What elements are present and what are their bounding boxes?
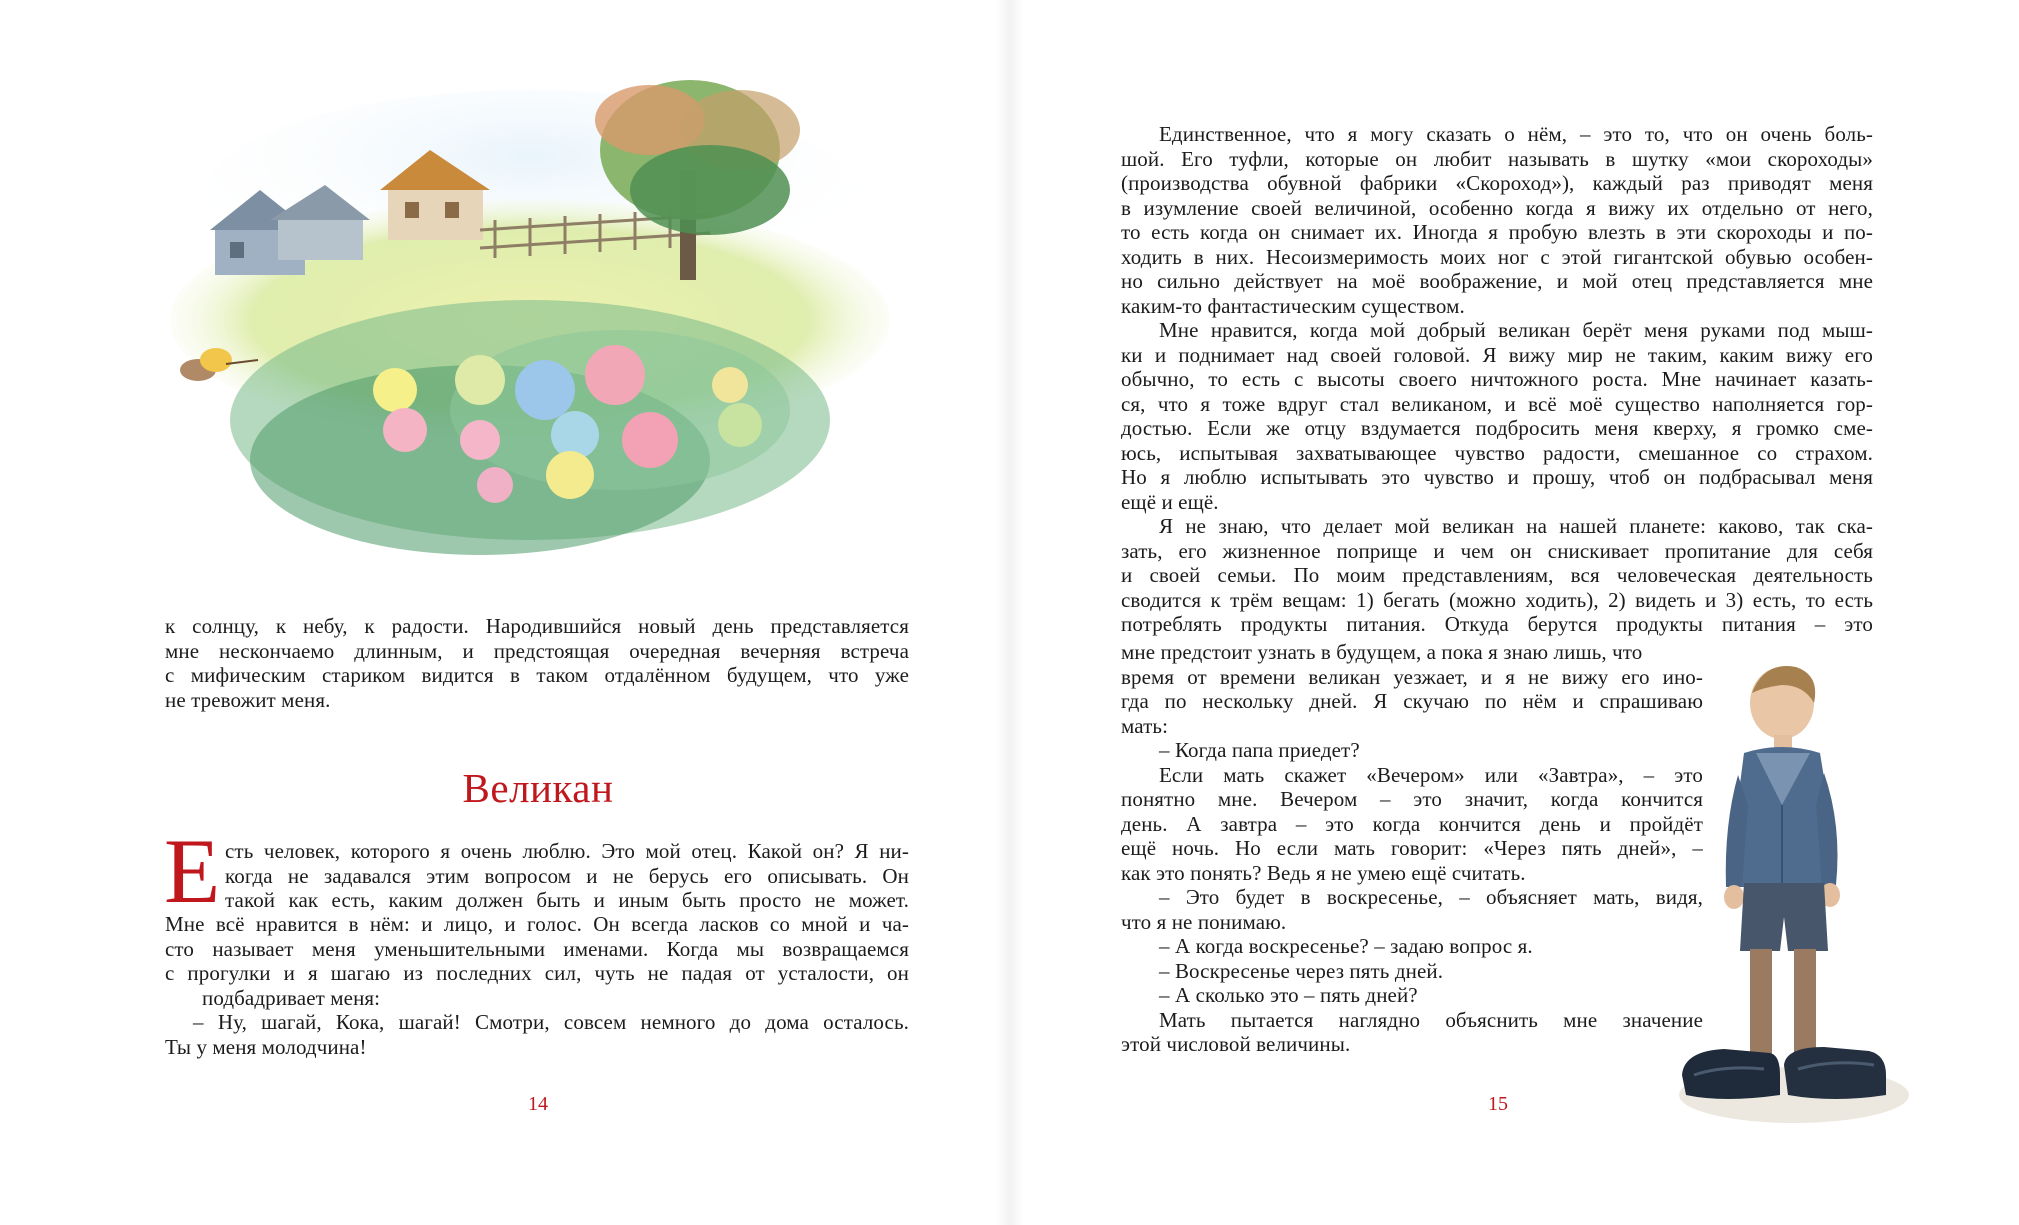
text-line: – Ну, шагай, Кока, шагай! Смотри, совсем немного до дома осталось. — [193, 1010, 909, 1034]
text-line: каким-то фантастическим существом. — [1121, 293, 1465, 318]
garden-illustration-icon — [150, 80, 910, 580]
text-line: понятно мне. Вечером – это значит, когда кончится — [1121, 787, 1703, 811]
text-line: достью. Если же отцу вздумается подбросить меня кверху, я громко сме- — [1121, 416, 1873, 440]
text-line: к солнцу, к небу, к радости. Народившийся новый день представляется — [165, 614, 909, 638]
text-line: Мне нравится, когда мой добрый великан берёт меня руками под мыш- — [1159, 318, 1873, 342]
text-line: (производства обувной фабрики «Скороход»), каждый раз приводят меня — [1121, 171, 1873, 195]
dialogue-text-block — [1121, 640, 1703, 1057]
text-line: – А сколько это – пять дней? — [1159, 983, 1418, 1007]
text-line: время от времени великан уезжает, и я не вижу его ино- — [1121, 664, 1703, 689]
text-line: ещё ночь. Но если мать говорит: «Через пять дней», – — [1121, 836, 1703, 860]
page-number: 15 — [1488, 1093, 1508, 1115]
text-line: гда по нескольку дней. Я скучаю по нём и спрашиваю — [1121, 689, 1703, 713]
text-line: потреблять продукты питания. Откуда берутся продукты питания – это — [1121, 612, 1873, 636]
text-line: Если мать скажет «Вечером» или «Завтра», – это — [1159, 762, 1703, 787]
left-page — [0, 0, 1009, 1225]
text-line: сто называет меня уменьшительными именами. Когда мы возвращаемся — [165, 936, 909, 961]
text-line: этой числовой величины. — [1121, 1032, 1351, 1056]
main-text-block — [1121, 122, 1873, 637]
text-line: то есть когда он снимает их. Иногда я пробую влезть в эти скороходы и по- — [1121, 220, 1873, 244]
text-line: день. А завтра – это когда кончится день и пройдёт — [1121, 811, 1703, 836]
boy-illustration — [1664, 655, 1909, 1155]
text-line: – Когда папа приедет? — [1159, 738, 1360, 762]
text-line: – А когда воскресенье? – задаю вопрос я. — [1159, 934, 1533, 958]
text-line: сводится к трём вещам: 1) бегать (можно ходить), 2) видеть и 3) есть, то есть — [1121, 587, 1873, 612]
text-line: с мифическим стариком видится в таком отдалённом будущем, что уже — [165, 663, 909, 687]
body-paragraph — [165, 912, 909, 1059]
text-line: Я не знаю, что делает мой великан на нашей планете: каково, так ска- — [1159, 514, 1873, 538]
continuation-paragraph — [165, 614, 909, 712]
text-line: не тревожит меня. — [165, 687, 331, 712]
text-line: мать: — [1121, 713, 1169, 738]
text-line: ки и поднимает над своей головой. Я вижу мир не таким, каким вижу его — [1121, 342, 1873, 367]
text-line: Единственное, что я могу сказать о нём, – это то, что он очень боль- — [1159, 122, 1873, 146]
text-line: ся, что я тоже вдруг стал великаном, и всё моё существо наполняется гор- — [1121, 391, 1873, 416]
text-line: юсь, испытывая захватывающее чувство радости, смешанное со страхом. — [1121, 440, 1873, 465]
text-line: Мать пытается наглядно объяснить мне значение — [1159, 1007, 1703, 1032]
text-line: ходить в них. Несоизмеримость моих ног с этой гигантской обувью особен- — [1121, 244, 1873, 269]
text-line: с прогулки и я шагаю из последних сил, чуть не падая от усталости, он — [165, 961, 909, 985]
text-line: обычно, то есть с высоты своего ничтожного роста. Мне начинает казать- — [1121, 367, 1873, 391]
text-line: такой как есть, каким должен быть и иным быть просто не может. — [225, 888, 909, 912]
text-line: зать, его жизненное поприще и чем он снискивает пропитание для себя — [1121, 538, 1873, 563]
text-line: сть человек, которого я очень люблю. Это мой отец. Какой он? Я ни- — [225, 839, 909, 863]
text-line: Но я люблю испытывать это чувство и прошу, чтоб он подбрасывал меня — [1121, 465, 1873, 489]
page-number: 14 — [528, 1093, 548, 1115]
text-line: но сильно действует на моё воображение, и мой отец представляется мне — [1121, 269, 1873, 293]
boy-in-big-shoes-illustration-icon — [1664, 655, 1909, 1155]
text-line: и своей семьи. По моим представлениям, вся человеческая деятельность — [1121, 563, 1873, 587]
garden-illustration — [150, 80, 910, 580]
drop-cap: Е — [164, 820, 221, 922]
text-line: – Воскресенье через пять дней. — [1159, 958, 1444, 983]
text-line: в изумление своей величиной, особенно когда я вижу их отдельно от него, — [1121, 195, 1873, 220]
text-line: что я не понимаю. — [1121, 909, 1287, 934]
text-line: подбадривает меня: — [202, 985, 381, 1010]
text-line: мне предстоит узнать в будущем, а пока я знаю лишь, что — [1121, 640, 1643, 664]
text-line: Ты у меня молодчина! — [165, 1034, 367, 1059]
text-line: – Это будет в воскресенье, – объясняет мать, видя, — [1159, 885, 1703, 909]
text-line: когда не задавался этим вопросом и не берусь его описывать. Он — [225, 863, 909, 888]
text-line: мне нескончаемо длинным, и предстоящая очередная вечерняя встреча — [165, 638, 909, 663]
text-line: как это понять? Ведь я не умею ещё считать. — [1121, 860, 1526, 885]
text-line: Мне всё нравится в нём: и лицо, и голос. Он всегда ласков со мной и ча- — [165, 912, 909, 936]
right-page — [1009, 0, 2019, 1225]
text-line: ещё и ещё. — [1121, 489, 1219, 514]
first-paragraph-indented — [225, 839, 909, 913]
chapter-title: Великан — [462, 765, 614, 811]
text-line: шой. Его туфли, которые он любит называть в шутку «мои скороходы» — [1121, 146, 1873, 171]
